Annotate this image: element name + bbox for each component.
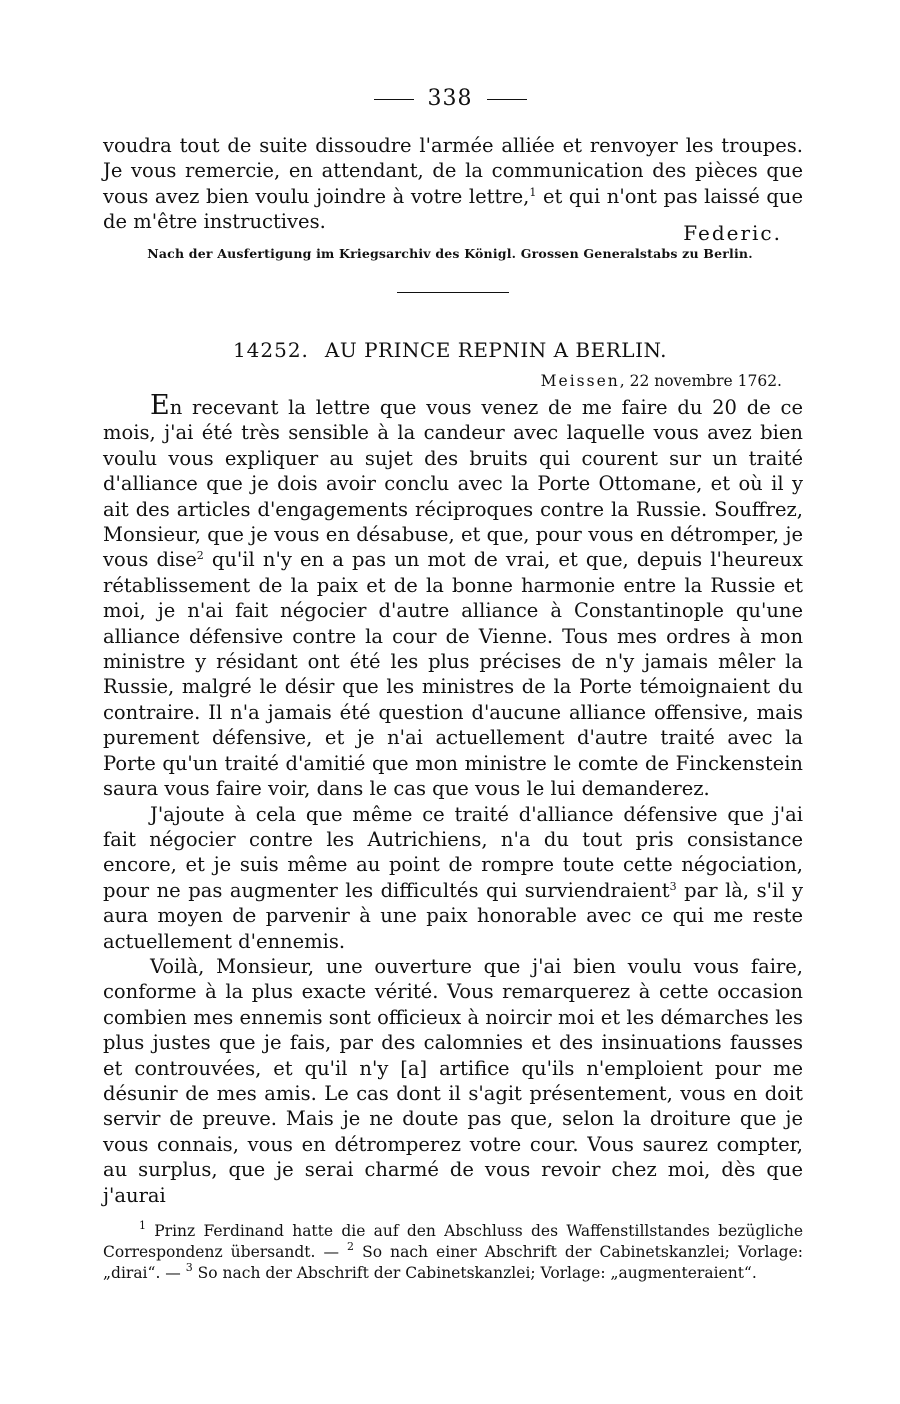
footnote-marker-1: 1 [529,185,537,199]
paragraph-1-text-b: qu'il n'y en a pas un mot de vrai, et que, depuis l'heureux rétablissement de la paix et de la bonne harmonie entre la Russie et moi, je n'ai fait négocier d'autre alliance à Constantinople qu'une alliance défensive contre la cour de Vienne. Tous mes ordres à mon ministre y résidant ont été les plus précises de n'y jamais mêler la Russie, malgré le désir que les ministres de la Porte témoignaient du contraire. Il n'a jamais été question d'aucune alliance offensive, mais purement défensive, et je n'ai actuellement d'autre traité avec la Porte qu'un traité d'amitié que mon ministre le comte de Finckenstein saura vous faire voir, dans le cas que vous le lui demanderez. [103,548,803,801]
previous-letter-text-after: et qui n'ont pas laissé que de m'être instructives. [103,184,803,234]
previous-letter-text: voudra tout de suite dissoudre l'armée alliée et renvoyer les troupes. Je vous remercie, en attendant, de la communication des pièces que vous avez bien voulu joindre à votre lettre, [103,134,803,208]
footnote-1: Prinz Ferdinand hatte die auf den Abschluss des Waffenstillstandes bezügliche Correspondenz übersandt. — [103,1222,803,1261]
dateline-place: Meissen [540,372,620,390]
paragraph-2-text-b: par là, s'il y aura moyen de parvenir à une paix honorable avec ce qui me reste actuellement d'ennemis. [103,878,803,953]
footnote-marker-3: 3 [669,879,677,893]
footnotes [103,1221,803,1284]
footnote-2: So nach einer Abschrift der Cabinetskanzlei; Vorlage: „dirai“. — [103,1243,803,1282]
letter-body [103,390,803,1208]
section-divider [397,292,509,293]
previous-letter-paragraph [103,133,803,235]
footnote-1-marker: 1 [139,1219,146,1232]
paragraph-2-text-a: J'ajoute à cela que même ce traité d'alliance défensive que j'ai fait négocier contre les Autrichiens, n'a du tout pris consistance encore, et je suis même au point de rompre toute cette négociation, pour ne pas augmenter les difficultés qui surviendraient [103,802,803,902]
footnote-3-marker: 3 [185,1261,193,1274]
footnote-2-marker: 2 [347,1240,355,1253]
paragraph-1-text-a: n recevant la lettre que vous venez de me faire du 20 de ce mois, j'ai été très sensible à la candeur avec laquelle vous avez bien voulu vous expliquer au sujet des bruits qui courent sur un traité d'alliance que je dois avoir conclu avec la Porte Ottomane, et où il y ait des articles d'engagements réciproques contre la Russie. Souffrez, Monsieur, que je vous en désabuse, et que, pour vous en détromper, je vous dise [103,396,803,572]
footnote-3: So nach der Abschrift der Cabinetskanzlei; Vorlage: „augmenteraient“. [192,1264,757,1282]
page-number-dash-left [374,99,414,100]
letter-paragraph-3: Voilà, Monsieur, une ouverture que j'ai bien voulu vous faire, conforme à la plus exacte vérité. Vous remarquerez à cette occasion combien mes ennemis sont officieux à noircir moi et les démarches les plus justes que je fais, par des calomnies et des insinuations fausses et controuvées, et qu'il n'y [a] artifice qu'ils n'emploient pour me désunir de mes amis. Le cas dont il s'agit présentement, vous en doit servir de preuve. Mais je ne doute pas que, selon la droiture que je vous connais, vous en détromperez votre cour. Vous saurez compter, au surplus, que je serai charmé de vous revoir chez moi, dès que j'aurai [103,954,803,1207]
footnotes-paragraph [103,1221,803,1284]
letter-heading [0,338,900,362]
source-note: Nach der Ausfertigung im Kriegsarchiv des Königl. Grossen Generalstabs zu Berlin. [147,246,753,261]
letter-paragraph-1 [103,390,803,802]
letter-number: 14252. [232,338,309,362]
drop-cap: E [150,390,170,421]
dateline-date: , 22 novembre 1762. [619,372,782,390]
dateline [541,372,782,390]
page-number: 338 [427,86,473,111]
letter-title: AU PRINCE REPNIN A BERLIN. [324,338,668,362]
footnote-marker-2: 2 [196,549,204,563]
signature: Federic. [683,221,782,245]
previous-letter-ending [103,133,803,235]
page-number-dash-right [487,99,527,100]
page-number-line [0,86,900,111]
letter-paragraph-2 [103,802,803,954]
